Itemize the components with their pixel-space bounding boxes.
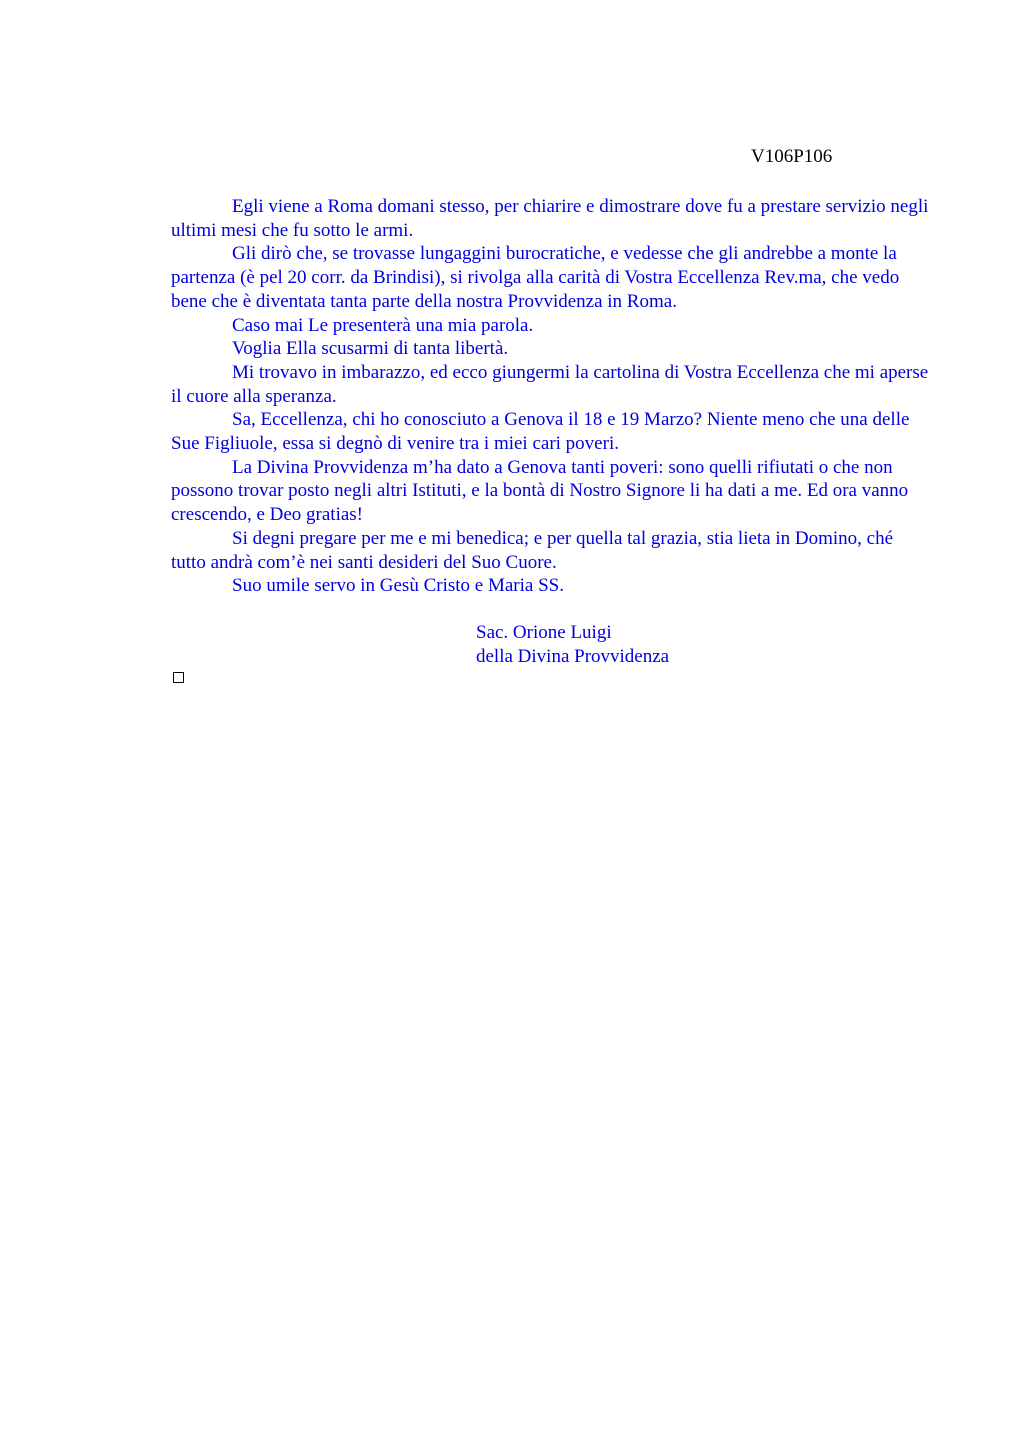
paragraph: Mi trovavo in imbarazzo, ed ecco giungermi la cartolina di Vostra Eccellenza che mi aperse il cuore alla speranza.: [171, 361, 929, 407]
letter-body: [171, 195, 931, 598]
paragraph: Suo umile servo in Gesù Cristo e Maria SS.: [232, 575, 564, 597]
signature-affiliation: della Divina Provvidenza: [476, 646, 670, 667]
paragraph: Voglia Ella scusarmi di tanta libertà.: [232, 338, 509, 360]
paragraph: Gli dirò che, se trovasse lungaggini burocratiche, e vedesse che gli andrebbe a monte la partenza (è pel 20 corr. da Brindisi), si rivolga alla carità di Vostra Eccellenza Rev.ma, che vedo bene che è diventata tanta parte della nostra Provvidenza in Roma.: [171, 243, 900, 312]
square-box-icon: [173, 672, 184, 683]
signature-block: [476, 621, 669, 669]
page-reference: V106P106: [751, 146, 833, 167]
paragraph: Caso mai Le presenterà una mia parola.: [232, 314, 534, 336]
signature-name: Sac. Orione Luigi: [476, 622, 612, 643]
paragraph: Egli viene a Roma domani stesso, per chiarire e dimostrare dove fu a prestare servizio negli ultimi mesi che fu sotto le armi.: [171, 196, 929, 241]
paragraph: Si degni pregare per me e mi benedica; e per quella tal grazia, stia lieta in Domino, ché tutto andrà com’è nei santi desideri del Suo Cuore.: [171, 527, 894, 573]
paragraph: Sa, Eccellenza, chi ho conosciuto a Genova il 18 e 19 Marzo? Niente meno che una delle Sue Figliuole, essa si degnò di venire tra i miei cari poveri.: [171, 409, 910, 455]
paragraph: La Divina Provvidenza m’ha dato a Genova tanti poveri: sono quelli rifiutati o che non possono trovar posto negli altri Istituti, e la bontà di Nostro Signore li ha dati a me. Ed ora vanno crescendo, e Deo gratias!: [171, 456, 909, 526]
